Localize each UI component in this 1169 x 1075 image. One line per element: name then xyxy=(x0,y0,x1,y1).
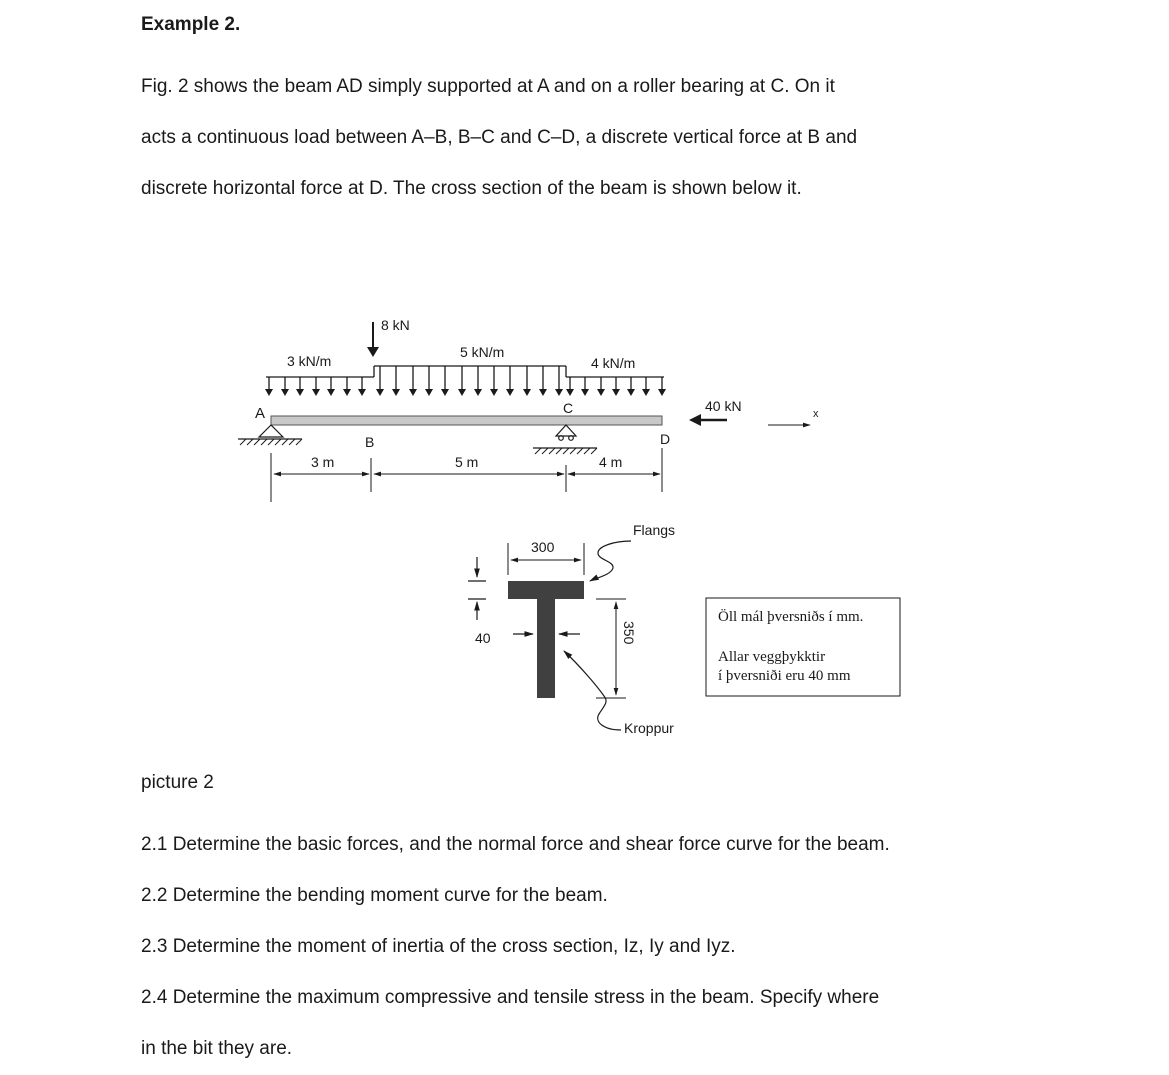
load-arrow-head xyxy=(376,389,384,396)
dim-ab-label: 3 m xyxy=(311,454,335,470)
point-b-label: B xyxy=(365,434,375,450)
web-label: Kroppur xyxy=(624,720,674,736)
load-arrow-head xyxy=(265,389,273,396)
load-arrow-head xyxy=(642,389,650,396)
load-arrow-head xyxy=(474,389,482,396)
beam-ad xyxy=(271,416,662,425)
force-d-arrow xyxy=(689,414,727,426)
load-arrow-head xyxy=(327,389,335,396)
load-arrow-head xyxy=(392,389,400,396)
load-arrow-head xyxy=(441,389,449,396)
pin-support-a xyxy=(238,425,302,445)
load-cd-label: 4 kN/m xyxy=(591,355,636,371)
flange-label: Flangs xyxy=(633,522,676,538)
note-line-1: Öll mál þversniðs í mm. xyxy=(718,609,864,625)
note-line-3: í þversniði eru 40 mm xyxy=(718,668,851,684)
support-hatch xyxy=(247,439,253,445)
support-hatch xyxy=(261,439,267,445)
question-2-2: 2.2 Determine the bending moment curve for the beam. xyxy=(141,885,608,906)
load-bc-label: 5 kN/m xyxy=(460,344,505,360)
point-c-label: C xyxy=(563,400,574,416)
load-arrow-head xyxy=(555,389,563,396)
load-arrow-head xyxy=(490,389,498,396)
support-hatch xyxy=(535,448,541,454)
web-leader xyxy=(564,651,621,730)
support-hatch xyxy=(563,448,569,454)
load-arrow-head xyxy=(539,389,547,396)
support-hatch xyxy=(275,439,281,445)
load-arrow-head xyxy=(425,389,433,396)
load-arrow-head xyxy=(458,389,466,396)
support-hatch xyxy=(556,448,562,454)
force-b-label: 8 kN xyxy=(381,317,410,333)
section-web xyxy=(537,599,555,698)
intro-line-1: Fig. 2 shows the beam AD simply supported at A and on a roller bearing at C. On it xyxy=(141,76,835,97)
section-height-label: 350 xyxy=(621,621,637,645)
load-ab-label: 3 kN/m xyxy=(287,353,332,369)
question-2-1: 2.1 Determine the basic forces, and the normal force and shear force curve for the beam. xyxy=(141,834,890,855)
support-hatch xyxy=(542,448,548,454)
support-hatch xyxy=(254,439,260,445)
load-arrow-head xyxy=(597,389,605,396)
question-2-3: 2.3 Determine the moment of inertia of the cross section, Iz, Iy and Iyz. xyxy=(141,936,736,957)
dim-cd-label: 4 m xyxy=(599,454,623,470)
question-2-4: 2.4 Determine the maximum compressive and tensile stress in the beam. Specify where xyxy=(141,987,880,1008)
intro-line-2: acts a continuous load between A–B, B–C and C–D, a discrete vertical force at B and xyxy=(141,127,858,148)
load-arrow-head xyxy=(581,389,589,396)
point-d-label: D xyxy=(660,431,671,447)
load-arrow-head xyxy=(523,389,531,396)
question-2-4-continued: in the bit they are. xyxy=(141,1038,293,1059)
intro-line-3: discrete horizontal force at D. The cross section of the beam is shown below it. xyxy=(141,178,802,199)
flange-leader xyxy=(590,541,631,581)
figure-caption: picture 2 xyxy=(141,772,214,793)
load-arrow-head xyxy=(612,389,620,396)
load-arrow-head xyxy=(296,389,304,396)
load-arrow-head xyxy=(658,389,666,396)
support-hatch xyxy=(289,439,295,445)
flange-width-label: 300 xyxy=(531,539,555,555)
force-d-label: 40 kN xyxy=(705,398,742,414)
x-axis-label: x xyxy=(813,408,819,420)
support-hatch xyxy=(296,439,302,445)
load-arrow-head xyxy=(627,389,635,396)
load-arrow-head xyxy=(312,389,320,396)
load-arrow-head xyxy=(343,389,351,396)
load-arrow-head xyxy=(566,389,574,396)
section-flange xyxy=(508,581,584,599)
roller-support-c xyxy=(533,425,597,454)
load-arrow-head xyxy=(506,389,514,396)
support-hatch xyxy=(584,448,590,454)
load-arrow-head xyxy=(281,389,289,396)
section-height-dimension xyxy=(596,599,626,698)
support-hatch xyxy=(570,448,576,454)
example-heading: Example 2. xyxy=(141,14,241,35)
support-hatch xyxy=(549,448,555,454)
support-hatch xyxy=(240,439,246,445)
support-hatch xyxy=(577,448,583,454)
note-line-2: Allar veggþykktir xyxy=(718,649,826,665)
flange-thickness-dimension xyxy=(468,557,486,620)
thickness-label: 40 xyxy=(475,630,491,646)
load-arrow-head xyxy=(358,389,366,396)
support-hatch xyxy=(268,439,274,445)
force-b-arrow xyxy=(367,322,379,357)
support-hatch xyxy=(591,448,597,454)
dim-bc-label: 5 m xyxy=(455,454,479,470)
distributed-load-bc xyxy=(374,366,566,377)
support-hatch xyxy=(282,439,288,445)
load-arrow-head xyxy=(409,389,417,396)
point-a-label: A xyxy=(255,405,266,422)
